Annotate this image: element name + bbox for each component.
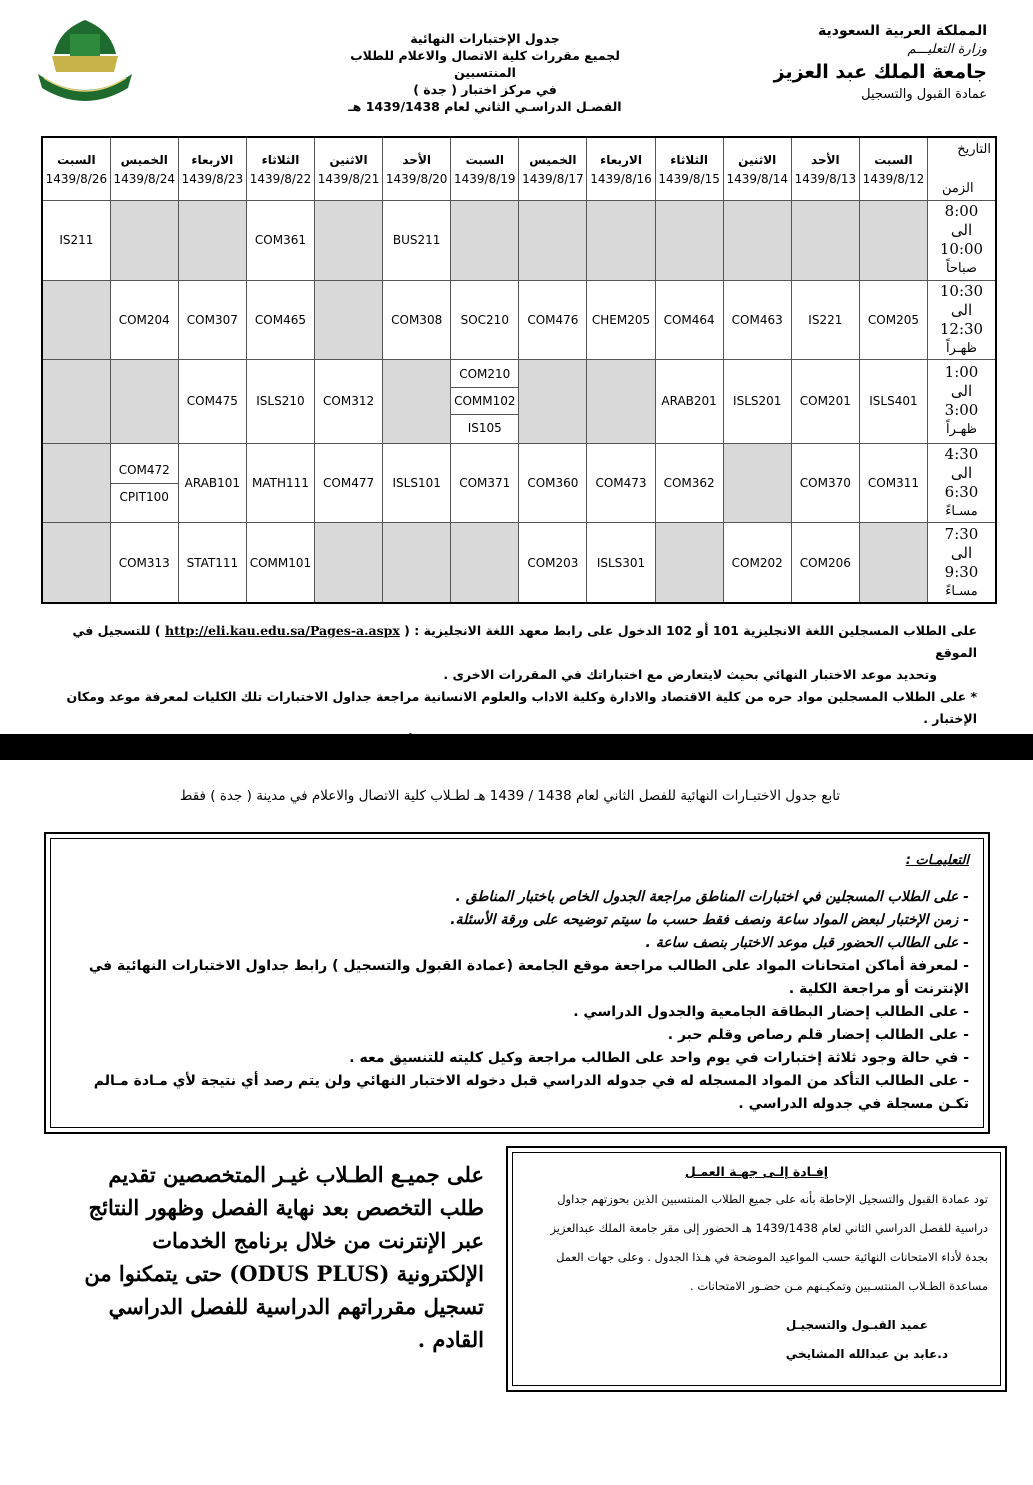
course-code: ARAB201	[661, 394, 717, 409]
course-code: COM203	[527, 555, 579, 570]
specialization-notice: على جميـع الطـلاب غيـر المتخصصين تقديم طلب التخصص بعد نهاية الفصل وظهور النتائج عبر الإنترنت من خلال برنامج الخدمات الإلكترونية (ODUS PLUS) حتى يتمكنوا من تسجيل مقرراتهم الدراسية للفصل الدراسي القادم .	[84, 1162, 484, 1352]
day-name: السبت	[465, 153, 504, 167]
course-code: IS221	[808, 312, 843, 327]
exam-schedule-table	[41, 136, 997, 604]
day-date: 1439/8/14	[726, 172, 788, 186]
exam-cell	[383, 443, 451, 523]
university-logo	[30, 14, 140, 114]
day-date: 1439/8/26	[45, 172, 108, 186]
instruction-item: - على الطالب التأكد من المواد المسجله له في جدوله الدراسي قبل دخوله الاختبار النهائي ولن يتم رصد أي نتيجة لأي مـادة مـالم تكـن مسجلة في جدوله الدراسي .	[93, 1073, 969, 1112]
time-slot-row	[42, 360, 996, 444]
title-line-4: الفصـل الدراسـي الثاني لعام 1439/1438 هـ	[348, 99, 622, 114]
time-cell	[928, 201, 997, 281]
course-code: IS211	[59, 233, 94, 248]
exam-cell	[451, 443, 519, 523]
eli-link[interactable]: http://eli.kau.edu.sa/Pages-a.aspx	[164, 623, 400, 638]
day-date: 1439/8/19	[454, 172, 516, 186]
exam-cell	[519, 280, 587, 360]
course-code: COM362	[663, 476, 715, 491]
course-code: COM361	[254, 233, 306, 248]
course-code: ISLS201	[733, 394, 782, 409]
exam-cell	[791, 443, 859, 523]
note-english-courses: على الطلاب المسجلين اللغة الانجليزية 101 أو 102 الدخول على رابط معهد اللغة الانجليزية : ( http://eli.kau.edu.sa/Pages-a.aspx ) للتسجيل في الموقع	[72, 623, 977, 660]
exam-cell	[791, 523, 859, 603]
exam-cell	[859, 201, 927, 281]
day-header	[246, 137, 314, 201]
exam-cell	[859, 443, 927, 523]
day-header	[315, 137, 383, 201]
note-free-courses: * على الطلاب المسجلين مواد حره من كلية الاقتصاد والادارة وكلية الاداب والعلوم الانسانية مراجعة جداول الاختبارات تلك الكليات لمعرفة موعد ومكان الإختبار .	[66, 689, 977, 726]
course-code: COM210	[451, 361, 518, 388]
exam-cell	[587, 280, 655, 360]
time-line: الى	[950, 300, 973, 319]
country-name: المملكة العربية السعودية	[818, 23, 987, 39]
employer-notice-body: تود عمادة القبول والتسجيل الإحاطة بأنه على جميع الطلاب المنتسبين الذين بحوزتهم جداول دراسية للفصل الدراسي الثاني لعام 1439/1438 هـ الحضور إلى مقر جامعة الملك عبدالعزيز بجدة لأداء الامتحانات النهائية حسب المواعيد الموضحة في هـذا الجدول . وعلى جهات العمل مساعدة الطـلاب المنتسـبين وتمكيـنهم مـن حضـور الامتحانات .	[550, 1192, 988, 1293]
exam-cell	[315, 201, 383, 281]
course-code: COM307	[186, 312, 238, 327]
corner-date-label: التاريخ	[957, 142, 991, 157]
course-code: COM308	[391, 312, 443, 327]
exam-cell	[383, 360, 451, 444]
ministry-name: وزارة التعليـــم	[907, 42, 987, 57]
instruction-item: - على الطالب الحضور قبل موعد الاختبار بنصف ساعة .	[645, 935, 969, 951]
exam-cell	[859, 523, 927, 603]
deanship-name: عمادة القبول والتسجيل	[861, 87, 987, 102]
time-cell	[928, 443, 997, 523]
course-code: COM204	[118, 312, 170, 327]
course-code: CHEM205	[591, 312, 651, 327]
exam-cell	[519, 201, 587, 281]
instruction-item: - في حالة وجود ثلاثة إختبارات في يوم واحد على الطالب مراجعة وكيل كليته للتنسيق معه .	[349, 1050, 969, 1066]
time-line: 12:30	[939, 319, 984, 338]
exam-cell	[383, 280, 451, 360]
exam-cell	[315, 360, 383, 444]
course-code: COM311	[867, 476, 919, 491]
instructions-title: التعليمـات :	[905, 853, 969, 868]
exam-cell	[178, 280, 246, 360]
time-line: 10:30	[939, 281, 984, 300]
day-date: 1439/8/24	[113, 172, 175, 186]
exam-cell	[451, 360, 519, 444]
course-code: COMM102	[451, 388, 518, 415]
exam-cell	[723, 523, 791, 603]
time-line: 7:30	[944, 524, 979, 543]
day-header	[42, 137, 110, 201]
exam-cell	[246, 201, 314, 281]
course-code: COM202	[731, 555, 783, 570]
day-name: الاربعاء	[191, 153, 234, 167]
course-code: COMM101	[249, 555, 312, 570]
exam-cell	[519, 360, 587, 444]
header-title-block	[320, 30, 650, 115]
instruction-item: - على الطلاب المسجلين في اختبارات المناطق مراجعة الجدول الخاص باختبار المناطق .	[455, 889, 969, 905]
corner-cell	[928, 137, 997, 201]
day-name: الخميس	[120, 153, 168, 167]
exam-cell	[42, 201, 110, 281]
exam-cell	[42, 523, 110, 603]
exam-cell	[791, 360, 859, 444]
day-name: الثلاثاء	[261, 153, 300, 167]
day-header	[519, 137, 587, 201]
exam-cell	[451, 201, 519, 281]
time-slot-row	[42, 280, 996, 360]
instruction-item: - على الطالب إحضار قلم رصاص وقلم حبر .	[667, 1027, 969, 1043]
day-name: السبت	[874, 153, 913, 167]
course-code: SOC210	[460, 312, 509, 327]
exam-cell	[859, 280, 927, 360]
note-english-courses-cont: وتحديد موعد الاختبار النهائي بحيث لايتعارض مع اختباراتك في المقررات الاخرى .	[443, 667, 937, 682]
exam-cell	[519, 443, 587, 523]
exam-cell	[110, 523, 178, 603]
day-header	[791, 137, 859, 201]
day-name: الثلاثاء	[670, 153, 708, 167]
day-date: 1439/8/12	[862, 172, 925, 186]
exam-cell	[451, 280, 519, 360]
day-date: 1439/8/15	[658, 172, 720, 186]
day-name: الاربعاء	[600, 153, 642, 167]
course-code: COM371	[459, 476, 511, 491]
day-header	[383, 137, 451, 201]
course-code: CPIT100	[119, 489, 169, 504]
time-line: 6:30	[944, 483, 979, 502]
course-code: COM370	[799, 476, 851, 491]
course-code: ARAB101	[184, 476, 241, 491]
day-date: 1439/8/20	[385, 172, 448, 186]
course-code: COM312	[323, 394, 375, 409]
course-code: COM464	[663, 312, 715, 327]
course-code: STAT111	[186, 555, 239, 570]
signatory-title: عميد القبـول والتسجيـل	[785, 1318, 928, 1332]
day-name: السبت	[57, 153, 96, 167]
time-slot-row	[42, 443, 996, 523]
course-code: ISLS210	[256, 394, 305, 409]
time-line: 3:00	[944, 401, 979, 420]
course-code: COM360	[527, 476, 579, 491]
exam-cell	[791, 201, 859, 281]
title-line-3: في مركز اختبار ( جدة )	[413, 82, 557, 97]
day-date: 1439/8/21	[317, 172, 380, 186]
day-header	[723, 137, 791, 201]
exam-cell	[655, 443, 723, 523]
instruction-item: - زمن الإختبار لبعض المواد ساعة ونصف فقط حسب ما سيتم توضيحه على ورقة الأسئلة.	[450, 912, 969, 928]
course-code: COM205	[867, 312, 919, 327]
exam-cell	[723, 443, 791, 523]
time-line: الى	[950, 543, 973, 562]
exam-cell	[110, 360, 178, 444]
exam-cell	[110, 201, 178, 281]
exam-cell	[587, 443, 655, 523]
exam-cell	[178, 201, 246, 281]
exam-cell	[315, 523, 383, 603]
exam-cell	[791, 280, 859, 360]
exam-cell	[383, 201, 451, 281]
time-slot-row	[42, 523, 996, 603]
time-cell	[928, 280, 997, 360]
time-line: الى	[950, 221, 973, 240]
exam-cell	[110, 280, 178, 360]
title-line-2: لجميع مقررات كلية الاتصال والاعلام للطلاب المنتسبين	[350, 48, 620, 80]
exam-cell	[723, 280, 791, 360]
instructions-box	[44, 832, 990, 1134]
day-header	[859, 137, 927, 201]
day-date: 1439/8/13	[794, 172, 857, 186]
day-name: الأحد	[402, 153, 431, 167]
exam-cell	[451, 523, 519, 603]
time-line: 4:30	[944, 445, 979, 464]
time-line: 10:00	[939, 240, 984, 259]
time-line: مسـاءً	[945, 583, 978, 599]
course-code: ISLS101	[392, 476, 441, 491]
exam-cell	[519, 523, 587, 603]
exam-cell	[246, 443, 314, 523]
exam-cell	[383, 523, 451, 603]
time-line: الى	[950, 464, 973, 483]
title-line-1: جدول الإختبارات النهائية	[410, 31, 560, 46]
time-line: مسـاءً	[945, 504, 978, 520]
table-notes	[47, 620, 977, 752]
exam-cell	[246, 360, 314, 444]
course-code: BUS211	[392, 233, 441, 248]
day-name: الأحد	[811, 153, 840, 167]
day-header	[178, 137, 246, 201]
exam-cell	[655, 360, 723, 444]
day-date: 1439/8/23	[181, 172, 244, 186]
course-code: COM201	[799, 394, 851, 409]
day-date: 1439/8/22	[249, 172, 312, 186]
time-line: 1:00	[944, 363, 979, 382]
exam-cell	[723, 360, 791, 444]
day-name: الاثنين	[329, 153, 368, 167]
exam-cell	[655, 523, 723, 603]
course-code: MATH111	[252, 476, 309, 491]
employer-notice-title: إفـادة إلـى جهـة العمـل	[684, 1164, 829, 1179]
time-cell	[928, 360, 997, 444]
exam-cell	[246, 280, 314, 360]
course-code: IS105	[467, 421, 502, 436]
exam-cell	[723, 201, 791, 281]
exam-cell	[655, 280, 723, 360]
exam-cell	[246, 523, 314, 603]
exam-cell	[178, 360, 246, 444]
day-name: الخميس	[529, 153, 577, 167]
exam-cell	[42, 443, 110, 523]
signatory-name: د.عابد بن عبدالله المشايخي	[785, 1347, 948, 1361]
table-header-row	[42, 137, 996, 201]
exam-cell	[655, 201, 723, 281]
course-code: COM472	[111, 457, 178, 484]
exam-cell	[178, 443, 246, 523]
university-name: جامعة الملك عبد العزيز	[773, 61, 987, 83]
day-date: 1439/8/16	[590, 172, 652, 186]
course-code: COM477	[323, 476, 375, 491]
time-line: ظهـراً	[946, 422, 977, 438]
continuation-title: تابع جدول الاختبـارات النهائية للفصل الثاني لعام 1438 / 1439 هـ لطـلاب كلية الاتصال والاعلام في مدينة ( جدة ) فقط	[179, 788, 841, 804]
course-code: ISLS401	[869, 394, 918, 409]
instruction-item: - لمعرفة أماكن امتحانات المواد على الطالب مراجعة موقع الجامعة (عمادة القبول والتسجيل ) رابط جداول الاختبارات النهائية في الإنترنت أو مراجعة الكلية .	[88, 958, 969, 997]
day-header	[451, 137, 519, 201]
exam-cell	[42, 360, 110, 444]
exam-cell	[587, 201, 655, 281]
time-line: 8:00	[944, 202, 979, 221]
exam-cell	[315, 280, 383, 360]
day-header	[110, 137, 178, 201]
exam-cell	[587, 523, 655, 603]
page-divider	[0, 734, 1033, 760]
exam-cell	[110, 443, 178, 523]
time-line: 9:30	[944, 562, 979, 581]
day-name: الاثنين	[738, 153, 777, 167]
course-code: COM473	[595, 476, 647, 491]
day-date: 1439/8/17	[522, 172, 584, 186]
header-institution	[767, 22, 987, 103]
day-header	[655, 137, 723, 201]
exam-cell	[859, 360, 927, 444]
time-line: الى	[950, 382, 973, 401]
course-code: ISLS301	[596, 555, 646, 570]
exam-cell	[178, 523, 246, 603]
course-code: COM475	[186, 394, 238, 409]
course-code: COM476	[527, 312, 579, 327]
course-code: COM463	[731, 312, 783, 327]
course-code: COM206	[799, 555, 851, 570]
time-line: صباحاً	[946, 261, 977, 277]
course-code: COM313	[118, 555, 170, 570]
time-cell	[928, 523, 997, 603]
exam-cell	[587, 360, 655, 444]
exam-cell	[42, 280, 110, 360]
day-header	[587, 137, 655, 201]
exam-cell	[315, 443, 383, 523]
instruction-item: - على الطالب إحضار البطاقة الجامعية والجدول الدراسي .	[573, 1004, 969, 1020]
corner-time-label: الزمن	[942, 181, 974, 196]
course-code: COM465	[254, 312, 306, 327]
time-slot-row	[42, 201, 996, 281]
time-line: ظهـراً	[946, 340, 977, 356]
employer-notice-box	[506, 1146, 1007, 1392]
